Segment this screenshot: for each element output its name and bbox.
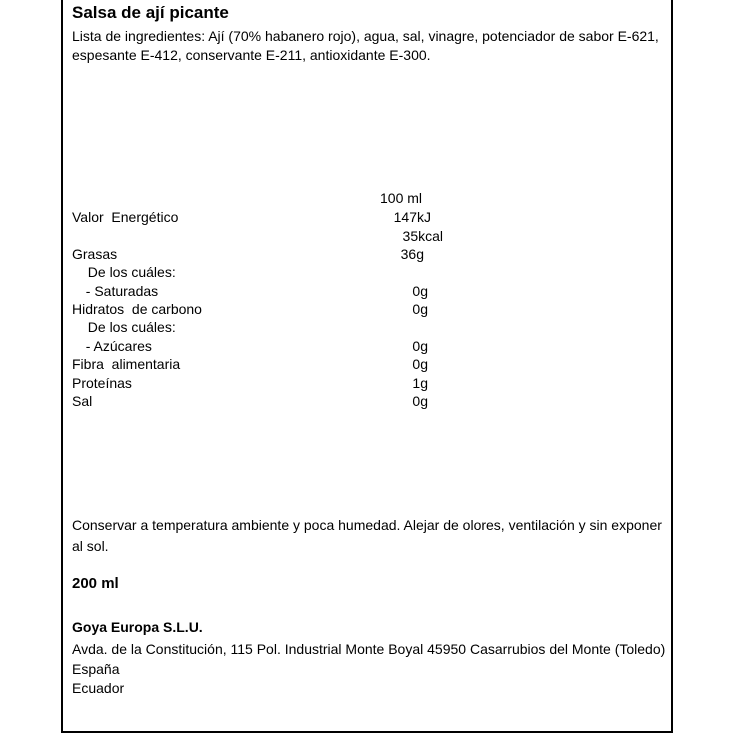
company-address: Avda. de la Constitución, 115 Pol. Industrial Monte Boyal 45950 Casarrubios del Monte (Toledo) España [72, 641, 666, 677]
nutrition-label: Valor Energético [72, 209, 179, 225]
product-title: Salsa de ají picante [72, 3, 229, 22]
storage-instructions: Conservar a temperatura ambiente y poca humedad. Alejar de olores, ventilación y sin exponer al sol. [72, 517, 662, 554]
nutrition-value: 36g [400, 246, 424, 262]
net-volume: 200 ml [72, 575, 119, 592]
nutrition-label: - Saturadas [78, 283, 159, 299]
nutrition-value: 1g [412, 375, 428, 391]
company-name: Goya Europa S.L.U. [72, 619, 203, 635]
nutrition-label: Hidratos de carbono [72, 301, 202, 317]
nutrition-label: De los cuáles: [80, 319, 176, 335]
nutrition-label: Sal [72, 393, 93, 409]
nutrition-label: De los cuáles: [80, 264, 176, 280]
nutrition-value: 0g [412, 301, 428, 317]
nutrition-value: 147kJ [393, 209, 431, 225]
nutrition-value: 0g [412, 283, 428, 299]
nutrition-value: 0g [412, 393, 428, 409]
nutrition-value: 0g [412, 356, 428, 372]
nutrition-label: - Azúcares [78, 338, 152, 354]
nutrition-column-header: 100 ml [380, 190, 423, 206]
ingredients-list: Lista de ingredientes: Ají (70% habanero rojo), agua, sal, vinagre, potenciador de sabor E-621, espesante E-412, conservante E-211, antioxidante E-300. [72, 28, 659, 63]
nutrition-label: Grasas [72, 246, 118, 262]
nutrition-value: 35kcal [402, 228, 443, 244]
country-of-origin: Ecuador [72, 680, 125, 696]
nutrition-label: Fibra alimentaria [72, 356, 181, 372]
nutrition-label: Proteínas [72, 375, 132, 391]
nutrition-value: 0g [412, 338, 428, 354]
